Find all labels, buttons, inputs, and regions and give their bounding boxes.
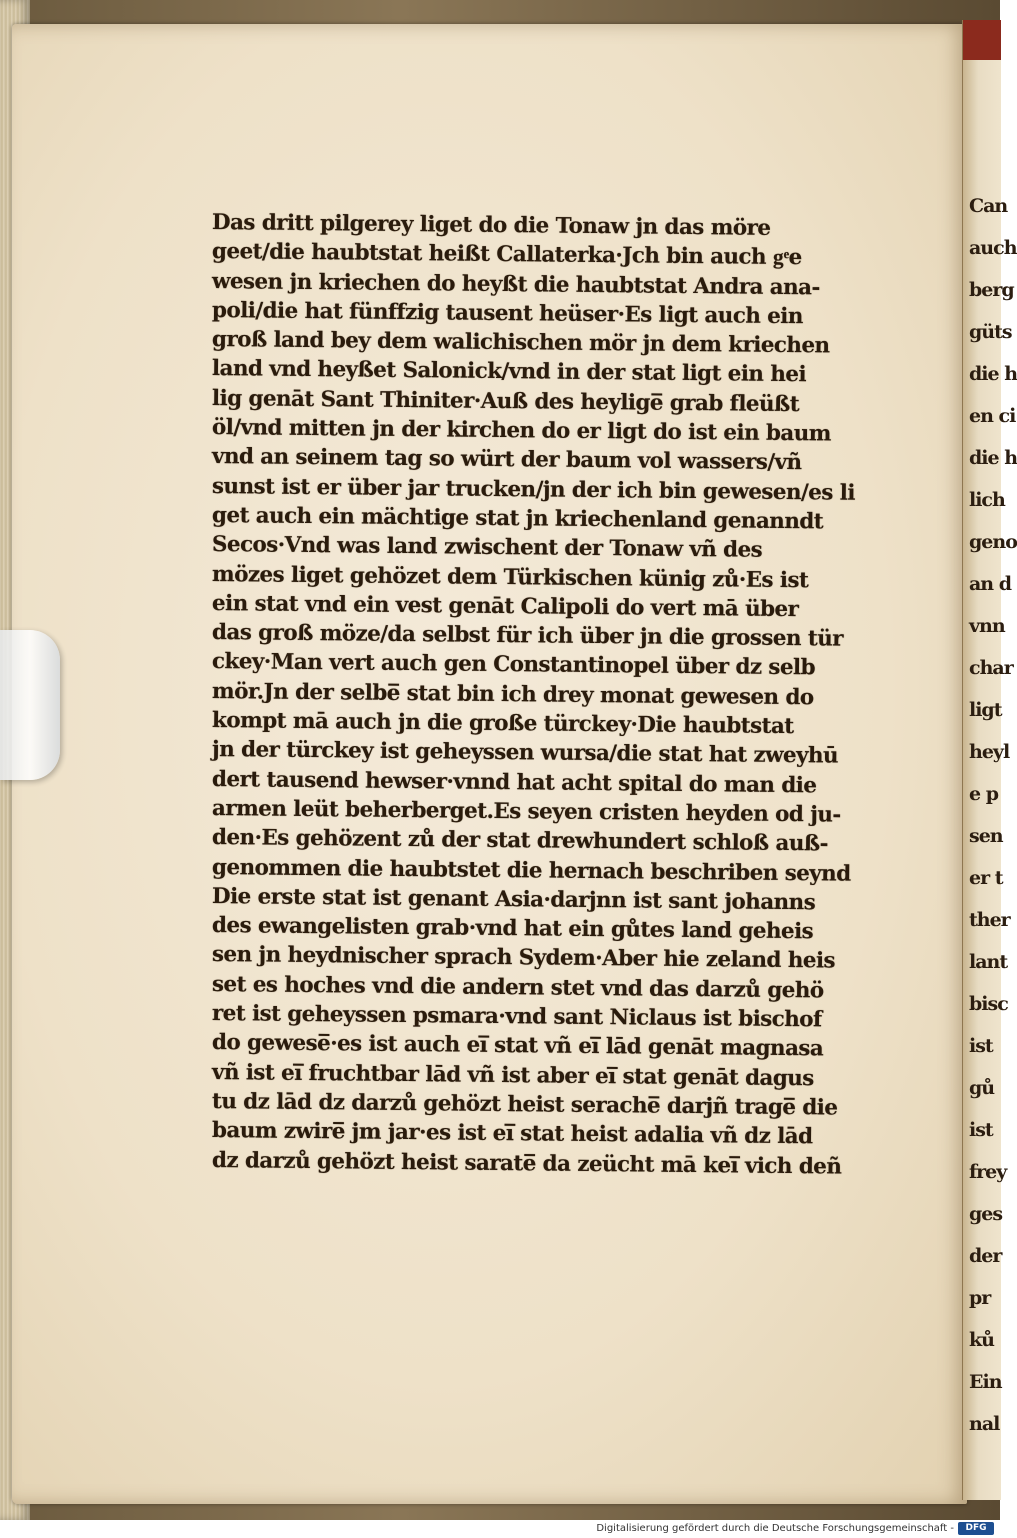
text-line: set es hoches vnd die andern stet vnd das darzů gehö xyxy=(211,971,824,1004)
text-line: tu dz lād dz darzů gehözt heist serache̅ darjñ trage̅ die xyxy=(211,1088,838,1121)
facing-page-line: bisc xyxy=(969,993,1008,1015)
facing-page-line: heyl xyxy=(969,741,1010,763)
facing-page-line: gů xyxy=(969,1077,995,1099)
facing-page-line: ligt xyxy=(969,699,1002,721)
facing-page-line: ges xyxy=(969,1203,1003,1225)
facing-page-fragment xyxy=(962,20,1017,1500)
facing-page-line: lant xyxy=(969,951,1008,973)
text-line: des ewangelisten grab·vnd hat ein gůtes land geheis xyxy=(211,913,814,945)
facing-page-line: nal xyxy=(969,1413,1000,1435)
text-line: sen jn heydnischer sprach Sydem·Aber hie zeland heis xyxy=(211,942,836,974)
page-text-block xyxy=(211,208,892,1180)
facing-page-line: die h xyxy=(969,447,1017,469)
binding-red-edge xyxy=(963,20,1001,60)
text-line: lig genāt Sant Thiniter·Auß des heylige̅ grab fleüßt xyxy=(211,385,800,417)
facing-page-line: vnn xyxy=(969,615,1005,637)
facing-page-line: berg xyxy=(969,279,1014,301)
facing-page-line: auch xyxy=(969,237,1017,259)
text-line: armen leüt beherberget.Es seyen cristen heyden od ju- xyxy=(211,795,841,828)
text-line: poli/die hat fünffzig tausent heüser·Es ligt auch ein xyxy=(211,297,803,330)
facing-page-line: Ein xyxy=(969,1371,1002,1393)
text-line: mözes liget gehözet dem Türkischen künig zů·Es ist xyxy=(211,561,809,593)
facing-page-line: e p xyxy=(969,783,998,805)
text-line: ckey·Man vert auch gen Constantinopel über dz selb xyxy=(211,649,816,681)
text-line: kompt mā auch jn die große türckey·Die haubtstat xyxy=(211,708,794,740)
facing-page-line: en ci xyxy=(969,405,1016,427)
text-line: den·Es gehözent zů der stat drewhundert schloß auß- xyxy=(211,825,829,857)
facing-page-line: die h xyxy=(969,363,1017,385)
facing-page-line: an d xyxy=(969,573,1012,595)
facing-page-line: pr xyxy=(969,1287,991,1309)
text-line: do gewese̅·es ist auch ei̅ stat vñ ei̅ lād genāt magnasa xyxy=(211,1030,824,1062)
facing-page-line: güts xyxy=(969,321,1012,343)
facing-page-line: lich xyxy=(969,489,1005,511)
facing-page-line: sen xyxy=(969,825,1003,847)
text-line: vñ ist ei̅ fruchtbar lād vñ ist aber ei̅ stat genāt dagus xyxy=(211,1059,814,1091)
text-line: dz darzů gehözt heist sarate̅ da zeücht mā kei̅ vich deñ xyxy=(211,1147,842,1180)
facing-page-line: geno xyxy=(969,531,1017,553)
funding-credit: Digitalisierung gefördert durch die Deutsche Forschungsgemeinschaft - xyxy=(596,1523,954,1534)
text-line: genommen die haubtstet die hernach beschriben seynd xyxy=(211,854,851,887)
facing-page-line: ků xyxy=(969,1329,994,1351)
facing-page-line: ist xyxy=(969,1035,993,1057)
dfg-logo-icon: DFG xyxy=(958,1522,994,1535)
text-line: baum zwire̅ jm jar·es ist ei̅ stat heist adalia vñ dz lād xyxy=(211,1118,813,1150)
facing-page-line: er t xyxy=(969,867,1003,889)
text-line: get auch ein mächtige stat jn kriechenland genanndt xyxy=(211,502,824,535)
facing-page-line: char xyxy=(969,657,1013,679)
text-line: Secos·Vnd was land zwischent der Tonaw vñ des xyxy=(211,532,763,564)
text-line: mör.Jn der selbe̅ stat bin ich drey monat gewesen do xyxy=(211,678,814,711)
text-line: ret ist geheyssen psmara·vnd sant Niclaus ist bischof xyxy=(211,1001,822,1033)
facing-page-line: frey xyxy=(969,1161,1007,1183)
facing-page-line: ist xyxy=(969,1119,993,1141)
text-line: sunst ist er über jar trucken/jn der ich bin gewesen/es li xyxy=(211,473,855,506)
text-line: ein stat vnd ein vest genāt Calipoli do vert mā über xyxy=(211,590,799,622)
text-line: land vnd heyßet Salonick/vnd in der stat ligt ein hei xyxy=(211,356,807,388)
text-line: wesen jn kriechen do heyßt die haubtstat Andra ana- xyxy=(211,268,820,300)
text-line: vnd an seinem tag so würt der baum vol wassers/vñ xyxy=(211,444,802,476)
text-line: geet/die haubtstat heißt Callaterka·Jch bin auch gͤe xyxy=(211,239,802,271)
text-line: Die erste stat ist genant Asia·darjnn ist sant johanns xyxy=(211,883,816,916)
facing-page-line: ther xyxy=(969,909,1010,931)
text-line: groß land bey dem walichischen mör jn dem kriechen xyxy=(211,327,830,359)
text-line: öl/vnd mitten jn der kirchen do er ligt do ist ein baum xyxy=(211,415,832,447)
facing-page-line: Can xyxy=(969,195,1008,217)
plastic-clip xyxy=(0,630,60,780)
facing-page-line: der xyxy=(969,1245,1002,1267)
text-line: jn der türckey ist geheyssen wursa/die stat hat zweyhū xyxy=(211,737,839,769)
text-line: dert tausend hewser·vnnd hat acht spital do man die xyxy=(211,766,817,798)
text-line: das groß möze/da selbst für ich über jn die grossen tür xyxy=(211,620,844,652)
text-line: Das dritt pilgerey liget do die Tonaw jn das möre xyxy=(211,210,771,241)
